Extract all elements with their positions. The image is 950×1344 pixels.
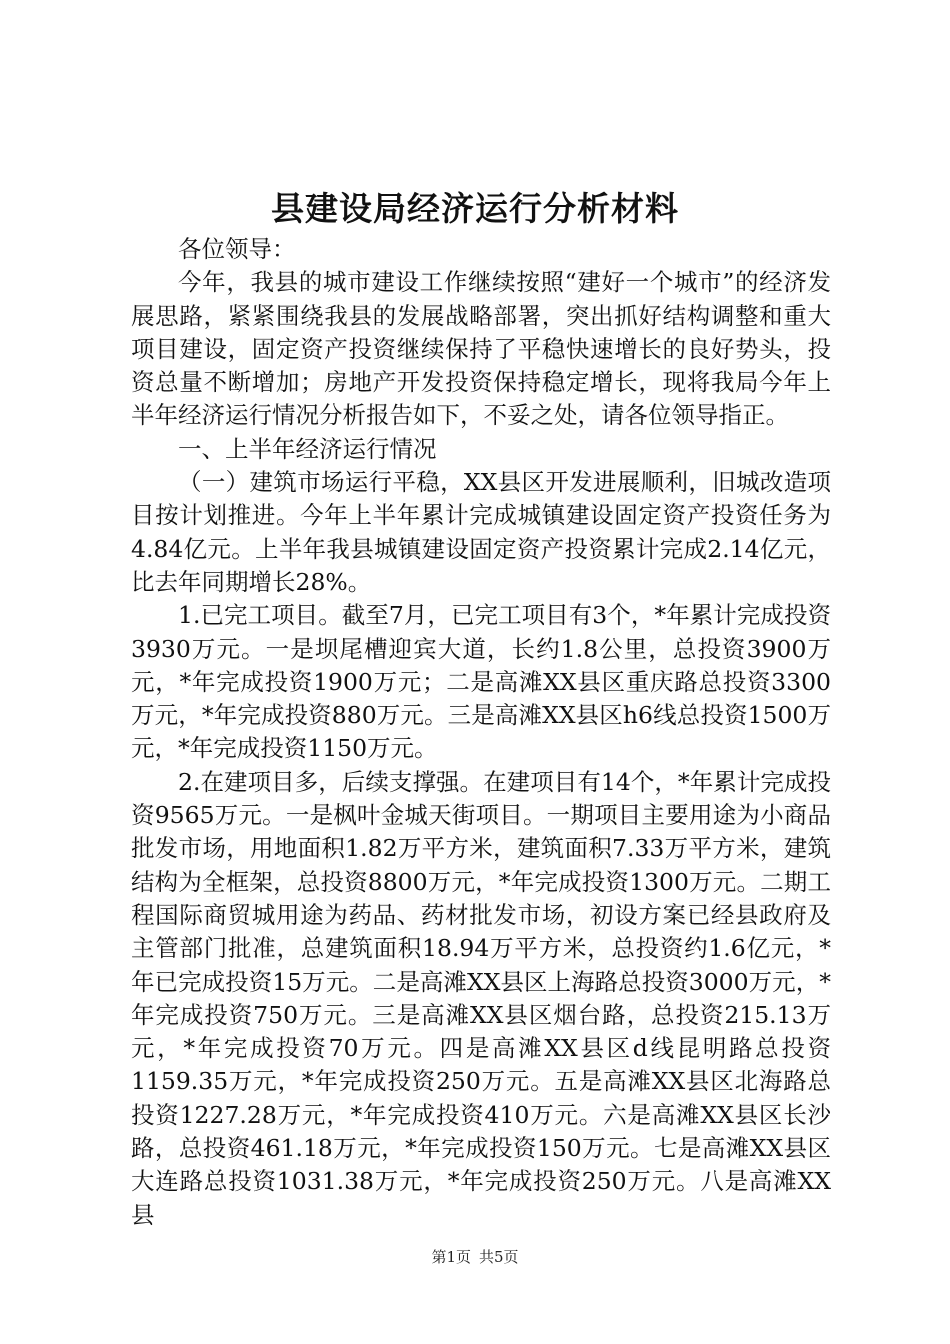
page-number: 第1页: [431, 1248, 471, 1266]
document-title: 县建设局经济运行分析材料: [271, 189, 679, 228]
intro-paragraph: 今年，我县的城市建设工作继续按照“建好一个城市”的经济发展思路，紧紧围绕我县的发展战略部署，突出抓好结构调整和重大项目建设，固定资产投资继续保持了平稳快速增长的良好势头，投资总量不断增加；房地产开发投资保持稳定增长，现将我局今年上半年经济运行情况分析报告如下，不妥之处，请各位领导指正。: [131, 268, 831, 430]
section-heading: 一、上半年经济运行情况: [178, 434, 437, 463]
ongoing-projects-paragraph: 2.在建项目多，后续支撑强。在建项目有14个，*年累计完成投资9565万元。一是枫叶金城天街项目。一期项目主要用途为小商品批发市场，用地面积1.82万平方米，建筑面积7.33万平方米，建筑结构为全框架，总投资8800万元，*年完成投资1300万元。二期工程国际商贸城用途为药品、药材批发市场，初设方案已经县政府及主管部门批准，总建筑面积18.94万平方米，总投资约1.6亿元，*年已完成投资15万元。二是高滩XX县区上海路总投资3000万元，*年完成投资750万元。三是高滩XX县区烟台路，总投资215.13万元，*年完成投资70万元。四是高滩XX县区d线昆明路总投资1159.35万元，*年完成投资250万元。五是高滩XX县区北海路总投资1227.28万元，*年完成投资410万元。六是高滩XX县区长沙路，总投资461.18万元，*年完成投资150万元。七是高滩XX县区大连路总投资1031.38万元，*年完成投资250万元。八是高滩XX县: [131, 767, 831, 1229]
subsection-paragraph: （一）建筑市场运行平稳，XX县区开发进展顺利，旧城改造项目按计划推进。今年上半年累计完成城镇建设固定资产投资任务为4.84亿元。上半年我县城镇建设固定资产投资累计完成2.14亿元，比去年同期增长28%。: [131, 468, 831, 596]
salutation: 各位领导：: [178, 235, 296, 263]
completed-projects-paragraph: 1.已完工项目。截至7月，已完工项目有3个，*年累计完成投资3930万元。一是坝尾槽迎宾大道，长约1.8公里，总投资3900万元，*年完成投资1900万元；二是高滩XX县区重庆路总投资3300万元，*年完成投资880万元。三是高滩XX县区h6线总投资1500万元，*年完成投资1150万元。: [131, 601, 831, 763]
document-body: [131, 233, 831, 1232]
page-footer: [0, 1245, 950, 1269]
page-total: 共5页: [479, 1248, 519, 1266]
